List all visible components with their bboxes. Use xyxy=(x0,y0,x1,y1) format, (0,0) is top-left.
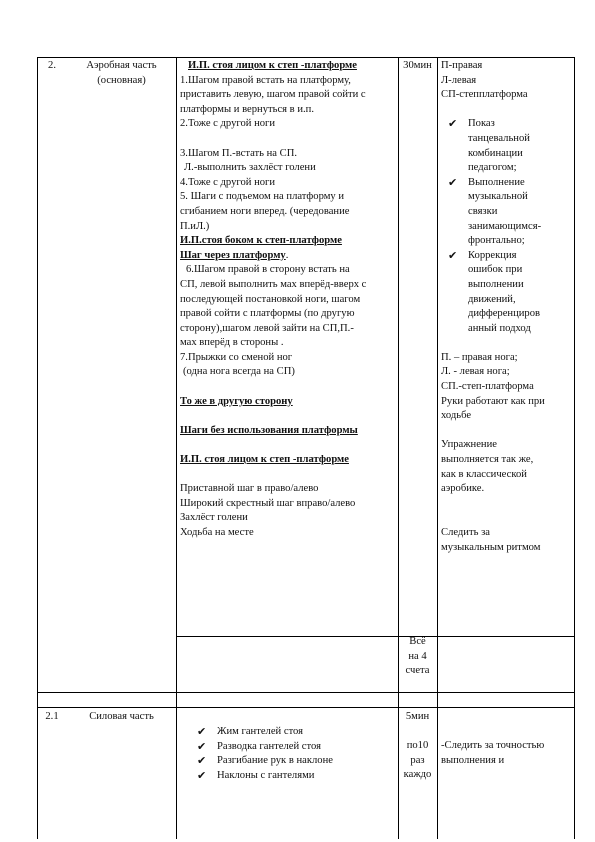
notes-line: как в классической xyxy=(441,468,527,480)
count-cell xyxy=(398,635,437,679)
content-line xyxy=(180,220,396,235)
content-line xyxy=(180,424,396,439)
notes-line: Следить за xyxy=(441,527,490,538)
exercise-item xyxy=(190,740,396,755)
content-text: 2.Тоже с другой ноги xyxy=(180,118,276,130)
row-number xyxy=(37,59,67,74)
notes-line: аэробике. xyxy=(441,483,485,495)
content-line xyxy=(180,365,396,380)
content-text: Л.-выполнить захлёст голени xyxy=(184,162,316,174)
checklist-item xyxy=(441,117,573,175)
content-text: Ходьба на месте xyxy=(180,527,254,538)
content-line xyxy=(180,249,396,264)
notes-line: П-правая xyxy=(441,60,483,71)
content-text: Широкий скрестный шаг вправо/алево xyxy=(180,497,356,509)
content-heading: Шаги без использования платформы xyxy=(180,424,358,436)
methodical-notes xyxy=(441,710,573,768)
check-icon: ✔ xyxy=(197,725,207,738)
content-line xyxy=(180,482,396,497)
checklist-line: связки xyxy=(468,205,498,217)
content-line xyxy=(180,117,396,132)
notes-line: выполняется так же, xyxy=(441,454,534,466)
content-text: приставить левую, шагом правой сойти с xyxy=(180,89,366,101)
exercise-text: Разгибание рук в наклоне xyxy=(217,755,333,767)
content-line xyxy=(180,147,396,162)
method-checklist xyxy=(441,117,573,336)
checklist-line: ошибок при xyxy=(468,264,523,276)
checklist-line: Выполнение xyxy=(468,176,525,188)
check-icon: ✔ xyxy=(197,739,207,753)
section-name xyxy=(67,59,176,88)
notes-top xyxy=(441,59,573,103)
content-line xyxy=(180,176,396,191)
content-line xyxy=(180,59,396,74)
checklist-line: музыкальной xyxy=(468,191,528,203)
content-line xyxy=(180,74,396,89)
content-heading: И.П.стоя боком к степ-платформе xyxy=(180,235,342,247)
content-heading: И.П. стоя лицом к степ -платформе xyxy=(188,60,357,71)
content-text: Захлёст голени xyxy=(180,512,248,524)
table-col-divider xyxy=(437,57,438,839)
methodical-notes xyxy=(441,59,573,555)
notes-line: -Следить за точностью xyxy=(441,740,545,752)
exercise-text: Наклоны с гантелями xyxy=(217,769,315,781)
content-text: последующей постановкой ноги, шагом xyxy=(180,293,361,305)
duration-text: 30мин xyxy=(403,60,432,71)
notes-gap xyxy=(441,336,573,351)
check-icon: ✔ xyxy=(197,768,207,782)
exercise-content xyxy=(180,59,396,541)
content-line xyxy=(180,307,396,322)
content-line xyxy=(180,336,396,351)
notes-line: Руки работают как при xyxy=(441,395,545,407)
content-gap xyxy=(180,409,396,424)
checklist-line: педагогом; xyxy=(468,162,517,174)
table-border-top xyxy=(37,57,575,58)
content-text: 5. Шаги с подъемом на платформу и xyxy=(180,191,345,203)
table-col-divider xyxy=(176,57,177,839)
notes-line: Упражнение xyxy=(441,439,497,451)
duration xyxy=(398,59,437,74)
notes-line: СП-степплатформа xyxy=(441,89,528,101)
checklist-line: Коррекция xyxy=(468,249,517,261)
notes-line: П. – правая нога; xyxy=(441,351,518,363)
content-line xyxy=(180,234,396,249)
content-line xyxy=(180,161,396,176)
table-row-divider xyxy=(37,707,575,708)
content-line xyxy=(180,103,396,118)
content-suffix: . xyxy=(285,249,289,261)
notes-line xyxy=(441,710,573,725)
check-icon: ✔ xyxy=(448,117,458,131)
checklist-line: танцевальной xyxy=(468,132,530,144)
content-line xyxy=(180,205,396,220)
content-line xyxy=(180,322,396,337)
exercise-list xyxy=(190,725,396,783)
check-icon: ✔ xyxy=(197,754,207,768)
checklist-line: движений, xyxy=(468,293,516,305)
notes-line: музыкальным ритмом xyxy=(441,541,541,553)
content-text: П.иЛ.) xyxy=(180,220,210,232)
exercise-text: Разводка гантелей стоя xyxy=(217,740,321,752)
lesson-plan-table xyxy=(37,57,575,839)
checklist-line: дифференциров xyxy=(468,308,541,320)
content-text: мах вперёд в стороны . xyxy=(180,337,284,349)
exercise-item xyxy=(190,754,396,769)
content-text: 3.Шагом П.-встать на СП. xyxy=(180,147,298,159)
content-text: сгибанием ноги вперед. (чередование xyxy=(180,205,350,217)
notes-line xyxy=(441,511,573,526)
content-text: правой сойти с платформы (по другую xyxy=(180,308,355,320)
content-line xyxy=(180,190,396,205)
content-gap xyxy=(180,380,396,395)
exercise-text: Жим гантелей стоя xyxy=(217,726,304,737)
content-text: 6.Шагом правой в сторону встать на xyxy=(186,264,350,276)
row-number xyxy=(37,710,67,725)
content-text: СП, левой выполнить мах вперёд-вверх с xyxy=(180,278,367,290)
checklist-item xyxy=(441,176,573,249)
content-text: 4.Тоже с другой ноги xyxy=(180,176,276,188)
count-line: счета xyxy=(405,665,430,677)
duration-line xyxy=(398,725,437,740)
section-name-line: (основная) xyxy=(97,74,146,86)
checklist-item xyxy=(441,249,573,337)
notes-gap xyxy=(441,103,573,118)
notes-line xyxy=(441,424,573,439)
checklist-line: комбинации xyxy=(468,147,523,159)
duration-line: по10 xyxy=(406,740,429,752)
section-name xyxy=(67,710,176,725)
checklist-line: анный подход xyxy=(468,322,531,334)
content-line xyxy=(180,293,396,308)
content-line xyxy=(180,278,396,293)
content-text: сторону),шагом левой зайти на СП,П.- xyxy=(180,322,354,334)
row-number-text: 2. xyxy=(48,60,56,71)
content-line xyxy=(180,88,396,103)
duration xyxy=(398,710,437,783)
content-heading: Шаг через платформу xyxy=(180,249,286,261)
exercise-item xyxy=(190,725,396,740)
count-line: Всё xyxy=(409,636,426,647)
content-line xyxy=(180,453,396,468)
notes-line: Л. - левая нога; xyxy=(441,366,510,378)
content-text: (одна нога всегда на СП) xyxy=(183,366,295,378)
content-line xyxy=(180,395,396,410)
content-line xyxy=(180,351,396,366)
strength-exercises xyxy=(190,725,396,783)
table-row-divider xyxy=(37,692,575,693)
row-number-text: 2.1 xyxy=(45,711,59,722)
content-line xyxy=(180,511,396,526)
content-line xyxy=(180,263,396,278)
notes-line xyxy=(441,725,573,740)
notes-line: выполнения и xyxy=(441,754,505,766)
check-icon: ✔ xyxy=(448,248,458,262)
content-gap xyxy=(180,468,396,483)
notes-line xyxy=(441,497,573,512)
content-text: 7.Прыжки со сменой ног xyxy=(180,351,293,363)
notes-line: Л-левая xyxy=(441,74,477,86)
notes-line: ходьбе xyxy=(441,410,472,422)
duration-line: 5мин xyxy=(405,711,430,722)
checklist-line: Показ xyxy=(468,118,495,130)
count-line: на 4 xyxy=(408,650,427,662)
duration-line: раз xyxy=(410,754,425,766)
duration-line: каждо xyxy=(403,769,432,781)
checklist-line: выполнении xyxy=(468,278,524,290)
content-heading: То же в другую сторону xyxy=(180,395,293,407)
content-gap xyxy=(180,438,396,453)
table-row-divider xyxy=(176,636,575,637)
checklist-line: занимающимся- xyxy=(468,220,542,232)
section-name-text: Силовая часть xyxy=(89,711,154,722)
table-border-right xyxy=(574,57,575,839)
content-line xyxy=(180,497,396,512)
content-line xyxy=(180,526,396,541)
check-icon: ✔ xyxy=(448,175,458,189)
content-gap xyxy=(180,132,396,147)
checklist-line: фронтально; xyxy=(468,235,525,247)
notes-line: СП.-степ-платформа xyxy=(441,381,534,393)
section-name-line: Аэробная часть xyxy=(86,60,157,71)
notes-bottom xyxy=(441,351,573,555)
content-text: 1.Шагом правой встать на платформу, xyxy=(180,74,351,86)
exercise-item xyxy=(190,769,396,784)
content-heading: И.П. стоя лицом к степ -платформе xyxy=(180,454,349,466)
content-text: Приставной шаг в право/алево xyxy=(180,483,319,495)
content-text: платформы и вернуться в и.п. xyxy=(180,103,314,115)
